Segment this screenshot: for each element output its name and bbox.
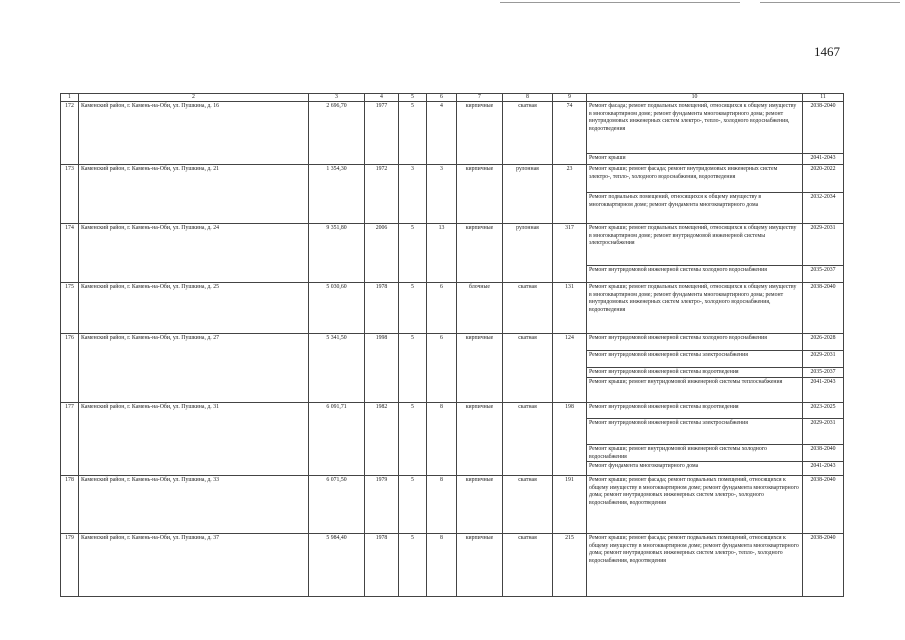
- table-row: [61, 334, 844, 403]
- work-description: Ремонт крыши: [589, 155, 626, 162]
- works-cell: [587, 334, 803, 403]
- work-description: Ремонт подвальных помещений, относящихся к общему имуществу в многоквартирном доме; ремонт фундамента многоквартирного дома: [589, 194, 762, 208]
- works-cell: [587, 283, 803, 334]
- wall-material-cell: кирпичные: [457, 334, 503, 403]
- residents-cell: 131: [553, 283, 587, 334]
- header-cell: 1: [61, 94, 79, 102]
- entrances-cell: 8: [427, 476, 457, 534]
- work-period: 2029-2031: [803, 419, 843, 445]
- header-cell: 7: [457, 94, 503, 102]
- work-description: Ремонт фасада; ремонт подвальных помещений, относящихся к общему имуществу в многоквартирном доме; ремонт фундамента многоквартирного дома; ремонт внутридомовых инженерных систем электро-, тепло-, холодного водоснабжения, водоотведения: [587, 102, 802, 154]
- top-scan-line: [500, 2, 740, 3]
- address-cell: Каменский район, г. Камень-на-Оби, ул. Пушкина, д. 16: [79, 102, 309, 165]
- residents-cell: 198: [553, 403, 587, 476]
- residents-cell: 191: [553, 476, 587, 534]
- work-period: 2023-2025: [803, 403, 843, 419]
- floors-cell: 5: [399, 283, 427, 334]
- address-cell: Каменский район, г. Камень-на-Оби, ул. Пушкина, д. 31: [79, 403, 309, 476]
- wall-material-cell: кирпичные: [457, 534, 503, 597]
- floors-cell: 5: [399, 224, 427, 283]
- year-built-cell: 1978: [365, 534, 399, 597]
- work-period: 2038-2040: [810, 477, 836, 484]
- residents-cell: 215: [553, 534, 587, 597]
- table-row: [61, 534, 844, 597]
- work-period: 2029-2031: [803, 351, 843, 368]
- works-cell: [587, 165, 803, 224]
- residents-cell: 23: [553, 165, 587, 224]
- work-description: Ремонт крыши; ремонт внутридомовой инженерной системы холодного водоснабжения: [587, 445, 802, 462]
- table-row: [61, 165, 844, 224]
- table-row: [61, 224, 844, 283]
- work-description: Ремонт крыши; ремонт внутридомовой инженерной системы теплоснабжения: [589, 379, 783, 386]
- area-cell: 2 696,70: [309, 102, 365, 165]
- work-description: Ремонт внутридомовой инженерной системы электроснабжения: [587, 351, 802, 368]
- entrances-cell: 3: [427, 165, 457, 224]
- wall-material-cell: кирпичные: [457, 102, 503, 165]
- area-cell: 6 091,71: [309, 403, 365, 476]
- work-period: 2041-2043: [810, 463, 836, 470]
- header-cell: 6: [427, 94, 457, 102]
- residents-cell: 124: [553, 334, 587, 403]
- year-built-cell: 1977: [365, 102, 399, 165]
- entrances-cell: 13: [427, 224, 457, 283]
- header-cell: 10: [587, 94, 803, 102]
- header-cell: 5: [399, 94, 427, 102]
- area-cell: 9 351,80: [309, 224, 365, 283]
- work-description: Ремонт крыши; ремонт фасада; ремонт подвальных помещений, относящихся к общему имуществу в многоквартирном доме; ремонт фундамента многоквартирного дома; ремонт внутридомовых инженерных систем электро-, холодного водоснабжения, водоотведения: [589, 477, 799, 506]
- entrances-cell: 6: [427, 334, 457, 403]
- work-period: 2026-2028: [803, 334, 843, 351]
- work-period: 2038-2040: [803, 445, 843, 462]
- roof-type-cell: скатная: [503, 476, 553, 534]
- roof-type-cell: скатная: [503, 102, 553, 165]
- year-built-cell: 1998: [365, 334, 399, 403]
- area-cell: 5 341,50: [309, 334, 365, 403]
- address-cell: Каменский район, г. Камень-на-Оби, ул. Пушкина, д. 33: [79, 476, 309, 534]
- header-cell: 9: [553, 94, 587, 102]
- works-cell: [587, 476, 803, 534]
- row-number: 176: [61, 334, 79, 403]
- roof-type-cell: скатная: [503, 334, 553, 403]
- works-cell: [587, 534, 803, 597]
- row-number: 175: [61, 283, 79, 334]
- wall-material-cell: кирпичные: [457, 224, 503, 283]
- periods-cell: [803, 534, 844, 597]
- work-period: 2032-2034: [810, 194, 836, 201]
- wall-material-cell: блочные: [457, 283, 503, 334]
- year-built-cell: 1979: [365, 476, 399, 534]
- work-period: 2020-2022: [803, 165, 843, 193]
- floors-cell: 5: [399, 334, 427, 403]
- roof-type-cell: скатная: [503, 403, 553, 476]
- header-cell: 3: [309, 94, 365, 102]
- header-cell: 2: [79, 94, 309, 102]
- work-description: Ремонт внутридомовой инженерной системы водоотведения: [587, 368, 802, 378]
- work-description: Ремонт крыши; ремонт подвальных помещений, относящихся к общему имуществу в многоквартирном доме; ремонт внутридомовой инженерной системы электроснабжения: [587, 224, 802, 266]
- top-scan-line: [760, 2, 900, 3]
- works-cell: [587, 224, 803, 283]
- roof-type-cell: скатная: [503, 283, 553, 334]
- header-cell: 11: [803, 94, 844, 102]
- work-period: 2035-2037: [810, 267, 836, 274]
- work-period: 2041-2043: [810, 379, 836, 386]
- header-row: [61, 94, 844, 102]
- periods-cell: [803, 283, 844, 334]
- work-period: 2041-2043: [810, 155, 836, 162]
- roof-type-cell: скатная: [503, 534, 553, 597]
- periods-cell: [803, 476, 844, 534]
- roof-type-cell: рулонная: [503, 165, 553, 224]
- work-period: 2035-2037: [803, 368, 843, 378]
- address-cell: Каменский район, г. Камень-на-Оби, ул. Пушкина, д. 27: [79, 334, 309, 403]
- area-cell: 5 030,60: [309, 283, 365, 334]
- row-number: 174: [61, 224, 79, 283]
- address-cell: Каменский район, г. Камень-на-Оби, ул. Пушкина, д. 21: [79, 165, 309, 224]
- work-description: Ремонт внутридомовой инженерной системы водоотведения: [587, 403, 802, 419]
- floors-cell: 5: [399, 534, 427, 597]
- residents-cell: 74: [553, 102, 587, 165]
- header-cell: 4: [365, 94, 399, 102]
- floors-cell: 3: [399, 165, 427, 224]
- floors-cell: 5: [399, 476, 427, 534]
- address-cell: Каменский район, г. Камень-на-Оби, ул. Пушкина, д. 37: [79, 534, 309, 597]
- row-number: 173: [61, 165, 79, 224]
- residents-cell: 317: [553, 224, 587, 283]
- entrances-cell: 4: [427, 102, 457, 165]
- address-cell: Каменский район, г. Камень-на-Оби, ул. Пушкина, д. 24: [79, 224, 309, 283]
- year-built-cell: 1972: [365, 165, 399, 224]
- row-number: 179: [61, 534, 79, 597]
- header-cell: 8: [503, 94, 553, 102]
- year-built-cell: 2006: [365, 224, 399, 283]
- page-number: 1467: [814, 44, 840, 59]
- work-description: Ремонт крыши; ремонт подвальных помещений, относящихся к общему имуществу в многоквартирном доме; ремонт фундамента многоквартирного дома; ремонт внутридомовых инженерных систем электро-, холодного водоснабжения, водоотведения: [589, 284, 797, 313]
- periods-cell: [803, 224, 844, 283]
- work-description: Ремонт крыши; ремонт фасада; ремонт внутридомовых инженерных систем электро-, тепло-, холодного водоснабжения, водоотведения: [587, 165, 802, 193]
- entrances-cell: 8: [427, 534, 457, 597]
- table-row: [61, 102, 844, 165]
- work-period: 2029-2031: [803, 224, 843, 266]
- wall-material-cell: кирпичные: [457, 165, 503, 224]
- floors-cell: 5: [399, 102, 427, 165]
- work-description: Ремонт внутридомовой инженерной системы электроснабжения: [587, 419, 802, 445]
- works-cell: [587, 403, 803, 476]
- periods-cell: [803, 403, 844, 476]
- row-number: 178: [61, 476, 79, 534]
- area-cell: 6 071,50: [309, 476, 365, 534]
- wall-material-cell: кирпичные: [457, 476, 503, 534]
- work-description: Ремонт внутридомовой инженерной системы холодного водоснабжения: [589, 267, 767, 274]
- year-built-cell: 1982: [365, 403, 399, 476]
- area-cell: 1 354,30: [309, 165, 365, 224]
- work-description: Ремонт фундамента многоквартирного дома: [589, 463, 699, 470]
- periods-cell: [803, 102, 844, 165]
- entrances-cell: 8: [427, 403, 457, 476]
- row-number: 172: [61, 102, 79, 165]
- floors-cell: 5: [399, 403, 427, 476]
- entrances-cell: 6: [427, 283, 457, 334]
- works-cell: [587, 102, 803, 165]
- table-row: [61, 283, 844, 334]
- row-number: 177: [61, 403, 79, 476]
- periods-cell: [803, 334, 844, 403]
- work-period: 2038-2040: [803, 102, 843, 154]
- year-built-cell: 1978: [365, 283, 399, 334]
- work-period: 2038-2040: [810, 535, 836, 542]
- table-row: [61, 403, 844, 476]
- repair-schedule-table: [60, 93, 844, 597]
- table-row: [61, 476, 844, 534]
- roof-type-cell: рулонная: [503, 224, 553, 283]
- wall-material-cell: кирпичные: [457, 403, 503, 476]
- area-cell: 5 984,40: [309, 534, 365, 597]
- address-cell: Каменский район, г. Камень-на-Оби, ул. Пушкина, д. 25: [79, 283, 309, 334]
- periods-cell: [803, 165, 844, 224]
- work-description: Ремонт крыши; ремонт фасада; ремонт подвальных помещений, относящихся к общему имуществу в многоквартирном доме; ремонт фундамента многоквартирного дома; ремонт внутридомовых инженерных систем электро-, тепло-, холодного водоснабжения, водоотведения: [589, 535, 799, 564]
- work-period: 2038-2040: [810, 284, 836, 291]
- work-description: Ремонт внутридомовой инженерной системы холодного водоснабжения: [587, 334, 802, 351]
